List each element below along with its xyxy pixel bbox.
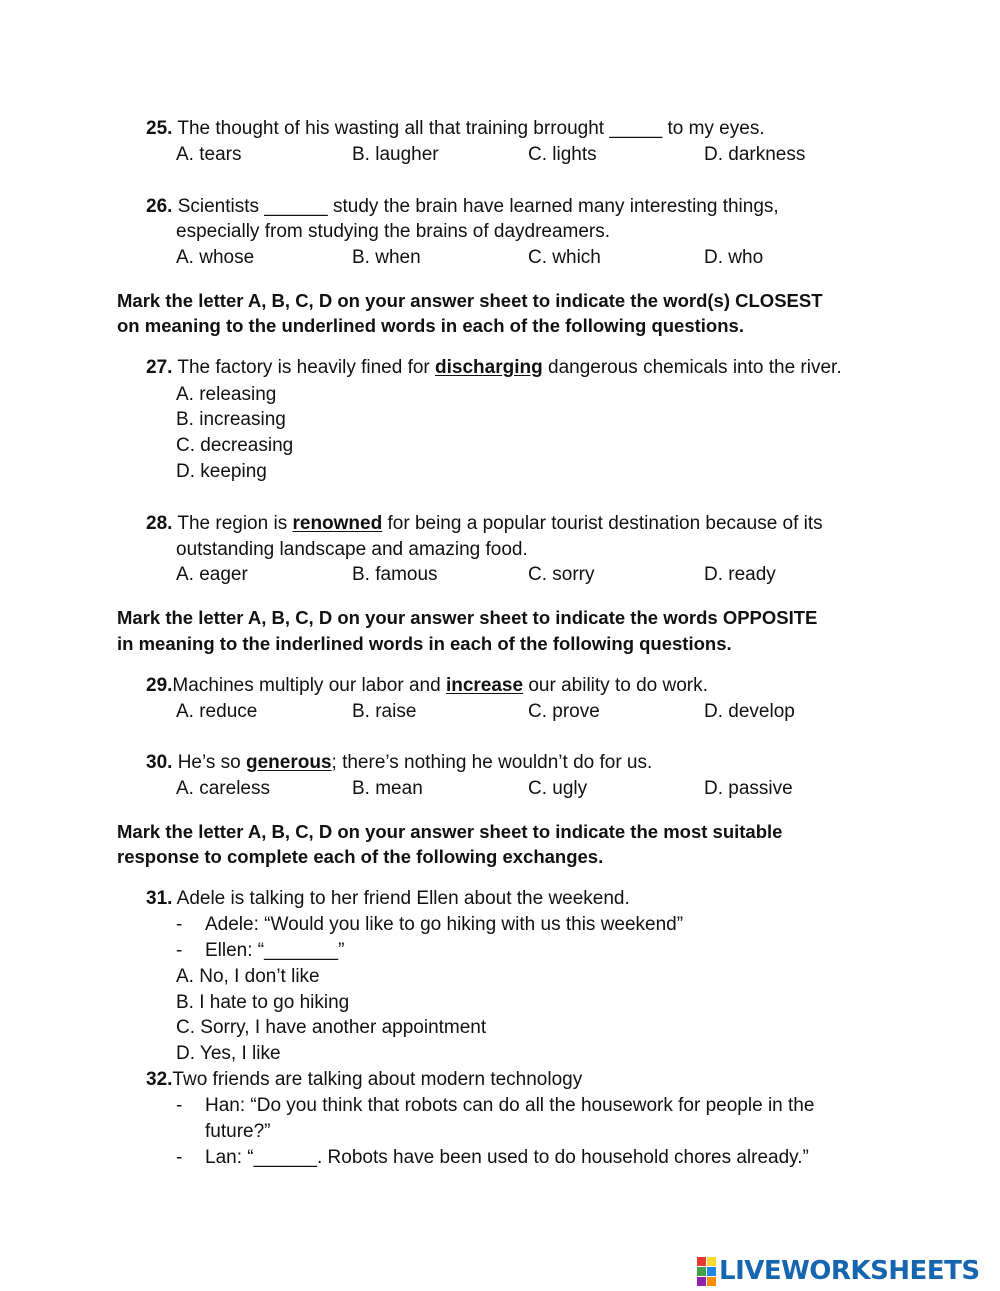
dialogue-dash: -: [176, 914, 183, 935]
logo-block-6: [707, 1277, 716, 1286]
option-d: D. develop: [704, 701, 795, 722]
question-text-post: ; there’s nothing he wouldn’t do for us.: [331, 752, 653, 773]
option-a: A. careless: [176, 778, 270, 799]
option-c: C. ugly: [528, 778, 588, 799]
question-29: [146, 674, 708, 698]
question-number: 28.: [146, 513, 173, 534]
question-text: The thought of his wasting all that training brrought _____ to my eyes.: [177, 118, 765, 139]
option-a: A. tears: [176, 144, 242, 165]
question-28: [146, 512, 823, 536]
option-d: D. Yes, I like: [176, 1043, 281, 1064]
question-number: 26.: [146, 196, 173, 217]
logo-block-2: [707, 1257, 716, 1266]
question-25: [146, 117, 765, 141]
question-text-pre: The factory is heavily fined for: [177, 357, 436, 378]
logo-text: LIVEWORKSHEETS: [719, 1256, 980, 1286]
logo-mark-icon: [697, 1257, 716, 1286]
question-text-post: dangerous chemicals into the river.: [542, 357, 842, 378]
dialogue-line: Ellen: “_______”: [205, 940, 345, 961]
option-c: C. Sorry, I have another appointment: [176, 1017, 487, 1038]
question-number: 30.: [146, 752, 173, 773]
option-c: C. prove: [528, 701, 600, 722]
underlined-keyword: increase: [445, 675, 524, 696]
dialogue-line: Han: “Do you think that robots can do all the housework for people in the: [205, 1095, 815, 1116]
question-number: 32.: [146, 1069, 173, 1090]
question-text-continued: especially from studying the brains of daydreamers.: [176, 221, 611, 242]
option-b: B. raise: [352, 701, 417, 722]
option-d: D. keeping: [176, 461, 267, 482]
dialogue-line-continued: future?”: [205, 1121, 271, 1142]
question-text-pre: Machines multiply our labor and: [172, 675, 446, 696]
question-text: Adele is talking to her friend Ellen about the weekend.: [176, 888, 630, 909]
question-text-pre: He’s so: [177, 752, 246, 773]
question-number: 31.: [146, 888, 173, 909]
instruction-closest-line2: on meaning to the underlined words in each of the following questions.: [117, 315, 744, 336]
underlined-keyword: discharging: [435, 357, 543, 378]
liveworksheets-logo: [697, 1256, 980, 1286]
option-a: A. reduce: [176, 701, 258, 722]
option-c: C. lights: [528, 144, 597, 165]
instruction-closest-line1: Mark the letter A, B, C, D on your answer sheet to indicate the word(s) CLOSEST: [117, 290, 823, 311]
underlined-keyword: generous: [246, 752, 332, 773]
question-number: 27.: [146, 357, 173, 378]
underlined-keyword: renowned: [292, 513, 383, 534]
dialogue-line: Lan: “______. Robots have been used to do household chores already.”: [205, 1147, 809, 1168]
question-text-post: our ability to do work.: [523, 675, 708, 696]
instruction-response-line1: Mark the letter A, B, C, D on your answer sheet to indicate the most suitable: [117, 821, 783, 842]
option-b: B. I hate to go hiking: [176, 992, 350, 1013]
question-31: [146, 887, 630, 911]
option-c: C. which: [528, 247, 601, 268]
question-number: 25.: [146, 118, 173, 139]
question-32: [146, 1068, 582, 1092]
dialogue-dash: -: [176, 1147, 183, 1168]
instruction-response-line2: response to complete each of the following exchanges.: [117, 846, 604, 867]
option-d: D. darkness: [704, 144, 806, 165]
option-c: C. sorry: [528, 564, 595, 585]
question-number: 29.: [146, 675, 173, 696]
option-b: B. laugher: [352, 144, 439, 165]
option-d: D. passive: [704, 778, 793, 799]
option-b: B. increasing: [176, 409, 286, 430]
dialogue-dash: -: [176, 940, 183, 961]
instruction-opposite-line2: in meaning to the inderlined words in each of the following questions.: [117, 633, 732, 654]
option-a: A. No, I don’t like: [176, 966, 320, 987]
option-b: B. mean: [352, 778, 423, 799]
logo-block-1: [697, 1257, 706, 1266]
option-b: B. when: [352, 247, 421, 268]
question-30: [146, 751, 652, 775]
question-text: Scientists ______ study the brain have learned many interesting things,: [177, 196, 779, 217]
logo-block-5: [697, 1277, 706, 1286]
option-a: A. eager: [176, 564, 248, 585]
question-text: Two friends are talking about modern technology: [172, 1069, 583, 1090]
dialogue-dash: -: [176, 1095, 183, 1116]
option-c: C. decreasing: [176, 435, 294, 456]
question-27: [146, 356, 842, 380]
option-d: D. ready: [704, 564, 776, 585]
option-a: A. whose: [176, 247, 255, 268]
option-a: A. releasing: [176, 384, 277, 405]
question-text-pre: The region is: [177, 513, 293, 534]
option-b: B. famous: [352, 564, 438, 585]
logo-block-3: [697, 1267, 706, 1276]
instruction-opposite-line1: Mark the letter A, B, C, D on your answer sheet to indicate the words OPPOSITE: [117, 607, 818, 628]
logo-block-4: [707, 1267, 716, 1276]
question-text-post: for being a popular tourist destination because of its: [382, 513, 823, 534]
question-26: [146, 195, 779, 219]
dialogue-line: Adele: “Would you like to go hiking with us this weekend”: [205, 914, 684, 935]
option-d: D. who: [704, 247, 764, 268]
question-text-continued: outstanding landscape and amazing food.: [176, 539, 528, 560]
